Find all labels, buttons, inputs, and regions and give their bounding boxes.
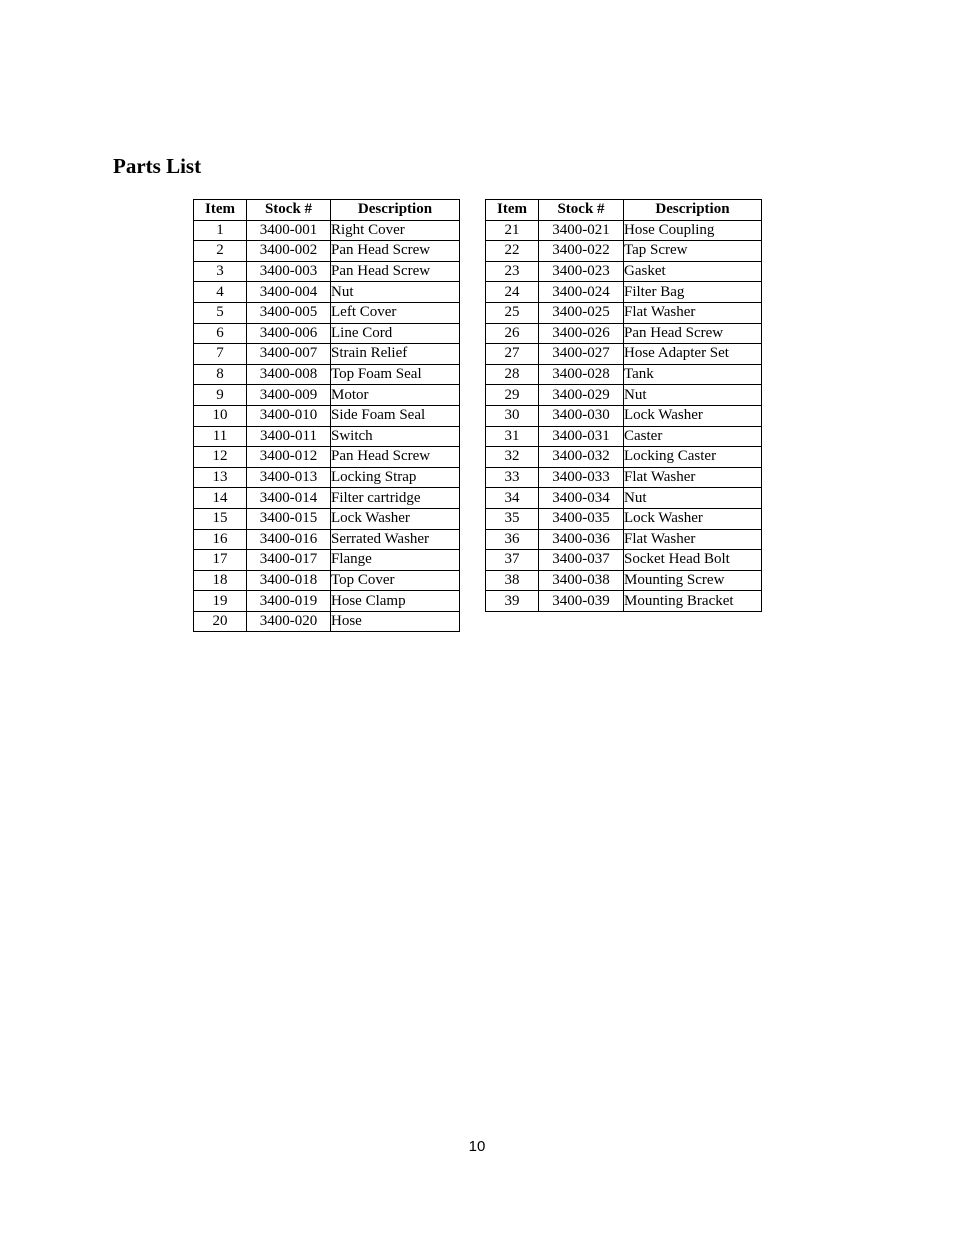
table-header-row bbox=[486, 200, 762, 221]
cell-item: 34 bbox=[486, 488, 539, 509]
table-row bbox=[486, 241, 762, 262]
cell-description: Pan Head Screw bbox=[331, 447, 460, 468]
cell-item: 12 bbox=[194, 447, 247, 468]
cell-stock-number: 3400-019 bbox=[247, 591, 331, 612]
table-row bbox=[194, 323, 460, 344]
cell-description: Left Cover bbox=[331, 302, 460, 323]
cell-stock-number: 3400-018 bbox=[247, 570, 331, 591]
cell-description: Flat Washer bbox=[624, 302, 762, 323]
cell-description: Nut bbox=[624, 385, 762, 406]
cell-stock-number: 3400-024 bbox=[539, 282, 624, 303]
cell-item: 14 bbox=[194, 488, 247, 509]
cell-item: 38 bbox=[486, 570, 539, 591]
table-row bbox=[486, 302, 762, 323]
cell-description: Hose Coupling bbox=[624, 220, 762, 241]
cell-description: Mounting Bracket bbox=[624, 591, 762, 612]
table-row bbox=[486, 405, 762, 426]
cell-item: 32 bbox=[486, 447, 539, 468]
cell-stock-number: 3400-001 bbox=[247, 220, 331, 241]
cell-description: Flange bbox=[331, 550, 460, 571]
cell-item: 17 bbox=[194, 550, 247, 571]
cell-stock-number: 3400-036 bbox=[539, 529, 624, 550]
cell-stock-number: 3400-035 bbox=[539, 508, 624, 529]
cell-stock-number: 3400-003 bbox=[247, 261, 331, 282]
table-row bbox=[194, 508, 460, 529]
cell-stock-number: 3400-030 bbox=[539, 405, 624, 426]
table-row bbox=[486, 529, 762, 550]
cell-item: 5 bbox=[194, 302, 247, 323]
table-row bbox=[194, 591, 460, 612]
cell-description: Caster bbox=[624, 426, 762, 447]
cell-item: 24 bbox=[486, 282, 539, 303]
cell-item: 29 bbox=[486, 385, 539, 406]
cell-stock-number: 3400-009 bbox=[247, 385, 331, 406]
cell-description: Side Foam Seal bbox=[331, 405, 460, 426]
cell-description: Filter cartridge bbox=[331, 488, 460, 509]
table-row bbox=[486, 426, 762, 447]
cell-description: Hose bbox=[331, 611, 460, 632]
cell-item: 31 bbox=[486, 426, 539, 447]
cell-stock-number: 3400-039 bbox=[539, 591, 624, 612]
cell-description: Lock Washer bbox=[624, 508, 762, 529]
cell-stock-number: 3400-034 bbox=[539, 488, 624, 509]
cell-description: Flat Washer bbox=[624, 467, 762, 488]
cell-description: Line Cord bbox=[331, 323, 460, 344]
header-stock: Stock # bbox=[539, 200, 624, 221]
cell-description: Nut bbox=[331, 282, 460, 303]
header-item: Item bbox=[486, 200, 539, 221]
cell-description: Tank bbox=[624, 364, 762, 385]
table-row bbox=[194, 241, 460, 262]
cell-stock-number: 3400-002 bbox=[247, 241, 331, 262]
cell-stock-number: 3400-014 bbox=[247, 488, 331, 509]
table-row bbox=[194, 611, 460, 632]
page-number: 10 bbox=[468, 1138, 486, 1155]
cell-stock-number: 3400-037 bbox=[539, 550, 624, 571]
cell-item: 39 bbox=[486, 591, 539, 612]
table-header-row bbox=[194, 200, 460, 221]
cell-description: Strain Relief bbox=[331, 344, 460, 365]
cell-stock-number: 3400-010 bbox=[247, 405, 331, 426]
cell-stock-number: 3400-008 bbox=[247, 364, 331, 385]
cell-description: Locking Strap bbox=[331, 467, 460, 488]
table-row bbox=[486, 570, 762, 591]
cell-description: Switch bbox=[331, 426, 460, 447]
cell-stock-number: 3400-023 bbox=[539, 261, 624, 282]
cell-item: 18 bbox=[194, 570, 247, 591]
table-row bbox=[194, 364, 460, 385]
parts-table-right bbox=[485, 199, 762, 612]
cell-stock-number: 3400-020 bbox=[247, 611, 331, 632]
cell-item: 30 bbox=[486, 405, 539, 426]
table-row bbox=[194, 220, 460, 241]
table-row bbox=[486, 467, 762, 488]
cell-item: 10 bbox=[194, 405, 247, 426]
cell-item: 9 bbox=[194, 385, 247, 406]
cell-item: 22 bbox=[486, 241, 539, 262]
cell-description: Hose Adapter Set bbox=[624, 344, 762, 365]
cell-item: 1 bbox=[194, 220, 247, 241]
cell-item: 26 bbox=[486, 323, 539, 344]
table-row bbox=[486, 364, 762, 385]
cell-item: 25 bbox=[486, 302, 539, 323]
cell-stock-number: 3400-011 bbox=[247, 426, 331, 447]
header-stock: Stock # bbox=[247, 200, 331, 221]
cell-description: Lock Washer bbox=[331, 508, 460, 529]
table-row bbox=[194, 405, 460, 426]
cell-stock-number: 3400-026 bbox=[539, 323, 624, 344]
cell-item: 35 bbox=[486, 508, 539, 529]
header-description: Description bbox=[331, 200, 460, 221]
cell-stock-number: 3400-031 bbox=[539, 426, 624, 447]
cell-item: 13 bbox=[194, 467, 247, 488]
header-description: Description bbox=[624, 200, 762, 221]
cell-description: Motor bbox=[331, 385, 460, 406]
table-row bbox=[486, 344, 762, 365]
table-row bbox=[486, 261, 762, 282]
cell-description: Filter Bag bbox=[624, 282, 762, 303]
table-row bbox=[486, 447, 762, 468]
cell-item: 8 bbox=[194, 364, 247, 385]
table-row bbox=[486, 282, 762, 303]
table-row bbox=[194, 344, 460, 365]
cell-description: Socket Head Bolt bbox=[624, 550, 762, 571]
cell-item: 28 bbox=[486, 364, 539, 385]
table-row bbox=[194, 529, 460, 550]
cell-description: Right Cover bbox=[331, 220, 460, 241]
cell-description: Lock Washer bbox=[624, 405, 762, 426]
cell-stock-number: 3400-027 bbox=[539, 344, 624, 365]
table-row bbox=[194, 302, 460, 323]
cell-item: 37 bbox=[486, 550, 539, 571]
cell-description: Top Cover bbox=[331, 570, 460, 591]
cell-stock-number: 3400-004 bbox=[247, 282, 331, 303]
cell-stock-number: 3400-033 bbox=[539, 467, 624, 488]
cell-stock-number: 3400-038 bbox=[539, 570, 624, 591]
cell-item: 19 bbox=[194, 591, 247, 612]
table-row bbox=[194, 570, 460, 591]
cell-stock-number: 3400-006 bbox=[247, 323, 331, 344]
cell-item: 23 bbox=[486, 261, 539, 282]
cell-stock-number: 3400-017 bbox=[247, 550, 331, 571]
cell-description: Serrated Washer bbox=[331, 529, 460, 550]
table-row bbox=[194, 447, 460, 468]
cell-item: 6 bbox=[194, 323, 247, 344]
cell-item: 33 bbox=[486, 467, 539, 488]
cell-stock-number: 3400-032 bbox=[539, 447, 624, 468]
cell-stock-number: 3400-021 bbox=[539, 220, 624, 241]
table-row bbox=[486, 323, 762, 344]
cell-description: Pan Head Screw bbox=[331, 261, 460, 282]
cell-stock-number: 3400-015 bbox=[247, 508, 331, 529]
cell-item: 4 bbox=[194, 282, 247, 303]
cell-stock-number: 3400-013 bbox=[247, 467, 331, 488]
cell-item: 21 bbox=[486, 220, 539, 241]
table-row bbox=[486, 220, 762, 241]
table-row bbox=[194, 426, 460, 447]
table-row bbox=[194, 282, 460, 303]
page-title: Parts List bbox=[113, 154, 202, 178]
cell-stock-number: 3400-029 bbox=[539, 385, 624, 406]
cell-stock-number: 3400-005 bbox=[247, 302, 331, 323]
cell-item: 20 bbox=[194, 611, 247, 632]
header-item: Item bbox=[194, 200, 247, 221]
cell-description: Flat Washer bbox=[624, 529, 762, 550]
table-row bbox=[486, 508, 762, 529]
cell-description: Tap Screw bbox=[624, 241, 762, 262]
cell-description: Mounting Screw bbox=[624, 570, 762, 591]
cell-stock-number: 3400-022 bbox=[539, 241, 624, 262]
table-row bbox=[194, 488, 460, 509]
cell-item: 7 bbox=[194, 344, 247, 365]
table-row bbox=[194, 261, 460, 282]
table-row bbox=[194, 467, 460, 488]
cell-stock-number: 3400-016 bbox=[247, 529, 331, 550]
cell-item: 15 bbox=[194, 508, 247, 529]
cell-item: 2 bbox=[194, 241, 247, 262]
cell-item: 27 bbox=[486, 344, 539, 365]
cell-description: Gasket bbox=[624, 261, 762, 282]
cell-description: Nut bbox=[624, 488, 762, 509]
cell-item: 16 bbox=[194, 529, 247, 550]
cell-description: Locking Caster bbox=[624, 447, 762, 468]
cell-stock-number: 3400-028 bbox=[539, 364, 624, 385]
cell-description: Pan Head Screw bbox=[331, 241, 460, 262]
table-row bbox=[486, 591, 762, 612]
cell-stock-number: 3400-012 bbox=[247, 447, 331, 468]
table-row bbox=[194, 550, 460, 571]
cell-item: 11 bbox=[194, 426, 247, 447]
table-row bbox=[486, 488, 762, 509]
cell-item: 3 bbox=[194, 261, 247, 282]
table-row bbox=[486, 550, 762, 571]
cell-description: Pan Head Screw bbox=[624, 323, 762, 344]
cell-stock-number: 3400-007 bbox=[247, 344, 331, 365]
cell-description: Hose Clamp bbox=[331, 591, 460, 612]
parts-table-left bbox=[193, 199, 460, 632]
table-row bbox=[194, 385, 460, 406]
cell-item: 36 bbox=[486, 529, 539, 550]
cell-stock-number: 3400-025 bbox=[539, 302, 624, 323]
cell-description: Top Foam Seal bbox=[331, 364, 460, 385]
table-row bbox=[486, 385, 762, 406]
